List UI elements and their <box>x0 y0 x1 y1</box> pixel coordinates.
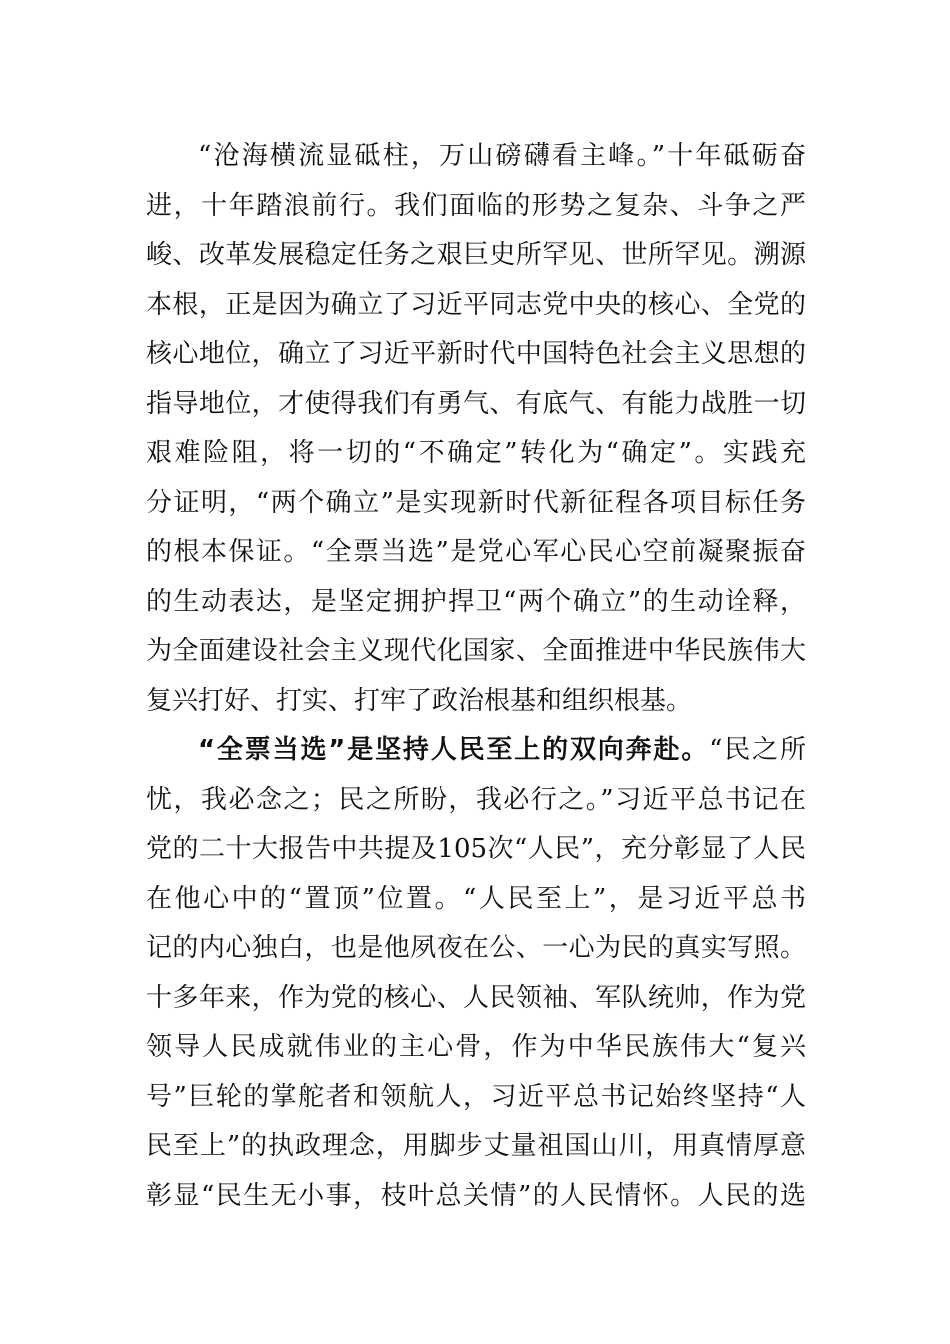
text-line: 本根，正是因为确立了习近平同志党中央的核心、全党的 <box>146 289 806 320</box>
paragraph-2 <box>146 726 806 1221</box>
text-line: 为全面建设社会主义现代化国家、全面推进中华民族伟大 <box>146 636 806 666</box>
text-line: 彰显“民生无小事，枝叶总关情”的人民情怀。人民的选 <box>146 1180 806 1211</box>
text-line: 忧，我必念之；民之所盼，我必行之。”习近平总书记在 <box>146 784 806 815</box>
text-line: 艰难险阻，将一切的“不确定”转化为“确定”。实践充 <box>146 438 806 468</box>
text-line: 复兴打好、打实、打牢了政治根基和组织根基。 <box>146 685 693 716</box>
text-line: 进，十年踏浪前行。我们面临的形势之复杂、斗争之严 <box>146 190 806 221</box>
text-line <box>146 726 806 776</box>
text-line: 峻、改革发展稳定任务之艰巨史所罕见、世所罕见。溯源 <box>146 240 806 270</box>
text-line: 民至上”的执政理念，用脚步丈量祖国山川，用真情厚意 <box>146 1131 806 1161</box>
text-line: 号”巨轮的掌舵者和领航人，习近平总书记始终坚持“人 <box>146 1081 806 1112</box>
text-line: 核心地位，确立了习近平新时代中国特色社会主义思想的 <box>146 339 806 369</box>
text-line: 指导地位，才使得我们有勇气、有底气、有能力战胜一切 <box>146 388 806 419</box>
text-line: 分证明，“两个确立”是实现新时代新征程各项目标任务 <box>146 487 806 518</box>
paragraph-1 <box>146 132 806 726</box>
heading-line-rest: “民之所 <box>709 735 806 765</box>
text-line: 领导人民成就伟业的主心骨，作为中华民族伟大“复兴 <box>146 1032 806 1062</box>
section-heading: “全票当选”是坚持人民至上的双向奔赴。 <box>198 735 710 765</box>
body-text <box>146 132 806 1221</box>
text-line: 十多年来，作为党的核心、人民领袖、军队统帅，作为党 <box>146 982 806 1013</box>
text-line: 在他心中的“置顶”位置。“人民至上”，是习近平总书 <box>146 883 806 914</box>
text-line: 的生动表达，是坚定拥护捍卫“两个确立”的生动诠释， <box>146 586 806 617</box>
text-line: 的根本保证。“全票当选”是党心军心民心空前凝聚振奋 <box>146 537 806 567</box>
text-line: 记的内心独白，也是他夙夜在公、一心为民的真实写照。 <box>146 933 806 963</box>
text-line: 党的二十大报告中共提及105次“人民”，充分彰显了人民 <box>146 834 806 864</box>
text-line: “沧海横流显砥柱，万山磅礴看主峰。”十年砥砺奋 <box>198 141 806 171</box>
